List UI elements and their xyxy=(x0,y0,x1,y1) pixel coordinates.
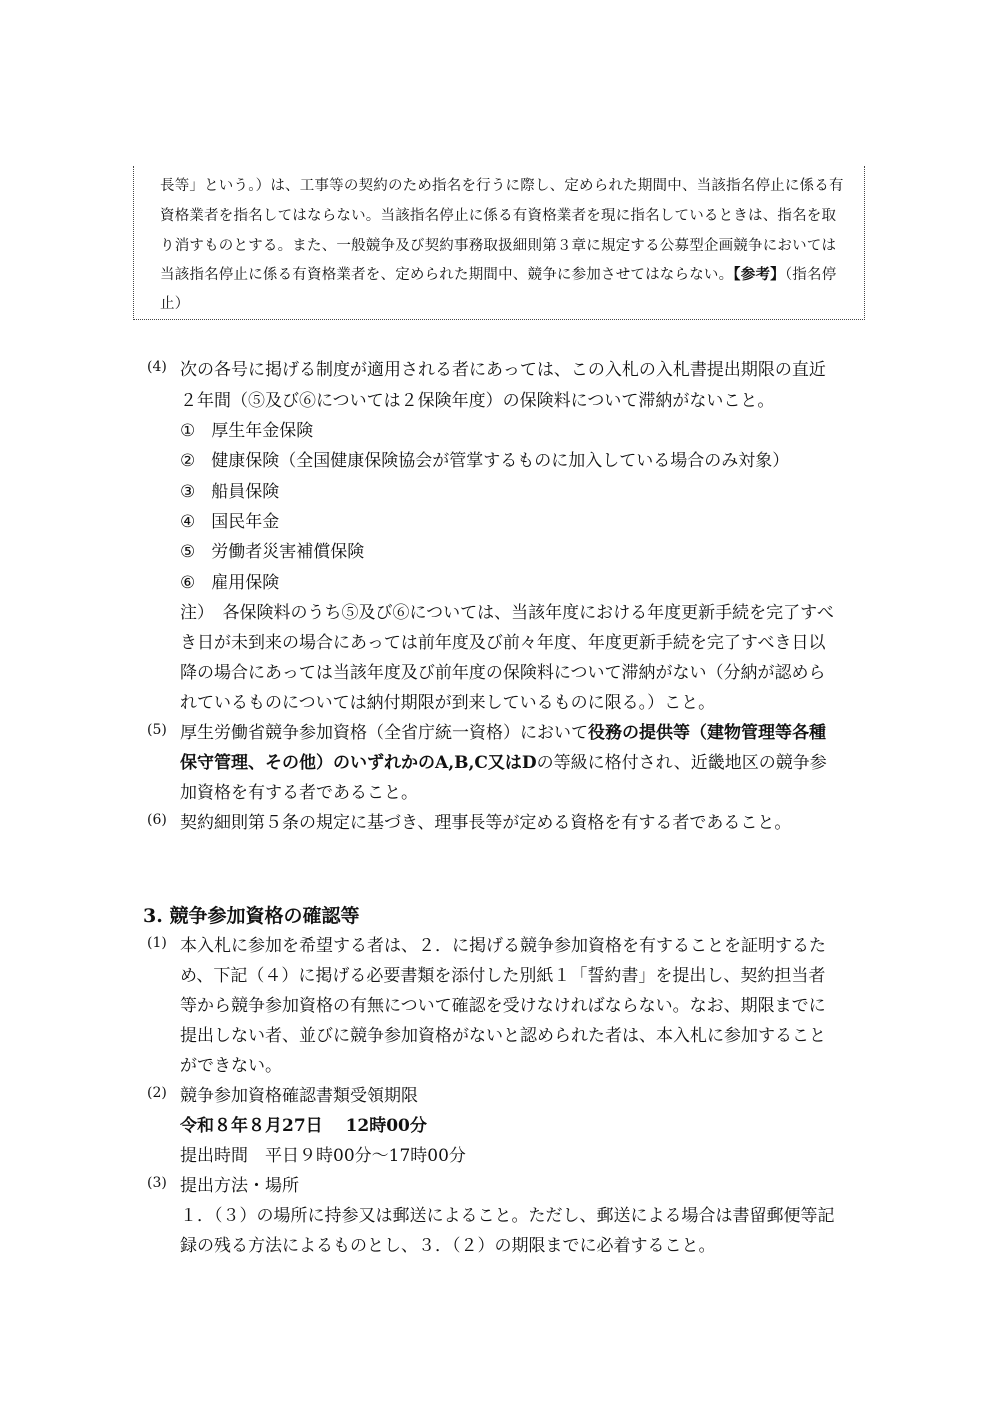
paragraph-line: ができない。 xyxy=(180,1056,282,1076)
note-line: 注） 各保険料のうち⑤及び⑥については、当該年度における年度更新手続を完了すべ xyxy=(180,603,834,623)
item-number: (4) xyxy=(147,359,167,375)
notice-line xyxy=(160,263,836,284)
note-line: れているものについては納付期限が到来しているものに限る。）こと。 xyxy=(180,693,716,713)
note-line: き日が未到来の場合にあっては前年度及び前々年度、年度更新手続を完了すべき日以 xyxy=(180,633,826,653)
insurance-item: ③ 船員保険 xyxy=(180,482,280,502)
paragraph-line: 競争参加資格確認書類受領期限 xyxy=(180,1086,418,1106)
item-number: (3) xyxy=(147,1175,167,1191)
item-number: (2) xyxy=(147,1085,167,1101)
paragraph-line: ２年間（⑤及び⑥については２保険年度）の保険料について滞納がないこと。 xyxy=(180,391,775,411)
insurance-item: ① 厚生年金保険 xyxy=(180,421,314,441)
notice-line: 長等」という。）は、工事等の契約のため指名を行うに際し、定められた期間中、当該指名停止に係る有 xyxy=(160,178,844,194)
paragraph-line: 厚生労働省競争参加資格（全省庁統一資格）において役務の提供等（建物管理等各種 xyxy=(180,723,826,743)
paragraph-line: 提出しない者、並びに競争参加資格がないと認められた者は、本入札に参加すること xyxy=(180,1026,826,1046)
paragraph-line: 契約細則第５条の規定に基づき、理事長等が定める資格を有する者であること。 xyxy=(180,813,792,833)
paragraph-line: 等から競争参加資格の有無について確認を受けなければならない。なお、期限までに xyxy=(180,996,826,1016)
notice-line: 資格業者を指名してはならない。当該指名停止に係る有資格業者を現に指名しているときは、指名を取 xyxy=(160,208,837,224)
notice-line-text: （指名停 xyxy=(784,267,837,283)
item-number: (5) xyxy=(147,722,167,738)
paragraph-line: 本入札に参加を希望する者は、２．に掲げる競争参加資格を有することを証明するた xyxy=(180,936,826,956)
notice-line: り消すものとする。また、一般競争及び契約事務取扱細則第３章に規定する公募型企画競争においては xyxy=(160,238,837,254)
deadline-date: 令和８年８月27日 12時00分 xyxy=(180,1116,427,1136)
item-number: (6) xyxy=(147,812,167,828)
paragraph-line: 加資格を有する者であること。 xyxy=(180,783,418,803)
paragraph-line: 提出方法・場所 xyxy=(180,1176,299,1196)
notice-reference-label: 【参考】 xyxy=(733,266,785,283)
insurance-item: ⑤ 労働者災害補償保険 xyxy=(180,542,365,562)
paragraph-line: １．（３）の場所に持参又は郵送によること。ただし、郵送による場合は書留郵便等記 xyxy=(180,1206,835,1226)
note-line: 降の場合にあっては当該年度及び前年度の保険料について滞納がない（分納が認めら xyxy=(180,663,826,683)
insurance-item: ⑥ 雇用保険 xyxy=(180,573,280,593)
paragraph-line: 次の各号に掲げる制度が適用される者にあっては、この入札の入札書提出期限の直近 xyxy=(180,360,826,380)
notice-line-text: 当該指名停止に係る有資格業者を、定められた期間中、競争に参加させてはならない。 xyxy=(160,267,734,283)
paragraph-line: 保守管理、その他）のいずれかのA,B,C又はDの等級に格付され、近畿地区の競争参 xyxy=(180,753,827,773)
submission-hours: 提出時間 平日９時00分～17時00分 xyxy=(180,1146,466,1166)
item-number: (1) xyxy=(147,935,167,951)
insurance-item: ④ 国民年金 xyxy=(180,512,280,532)
section-heading: 3. 競争参加資格の確認等 xyxy=(143,905,360,927)
paragraph-line: め、下記（４）に掲げる必要書類を添付した別紙１「誓約書」を提出し、契約担当者 xyxy=(180,966,826,986)
paragraph-line: 録の残る方法によるものとし、３．（２）の期限までに必着すること。 xyxy=(180,1236,716,1256)
insurance-item: ② 健康保険（全国健康保険協会が管掌するものに加入している場合のみ対象） xyxy=(180,451,790,471)
notice-line: 止） xyxy=(160,296,190,312)
